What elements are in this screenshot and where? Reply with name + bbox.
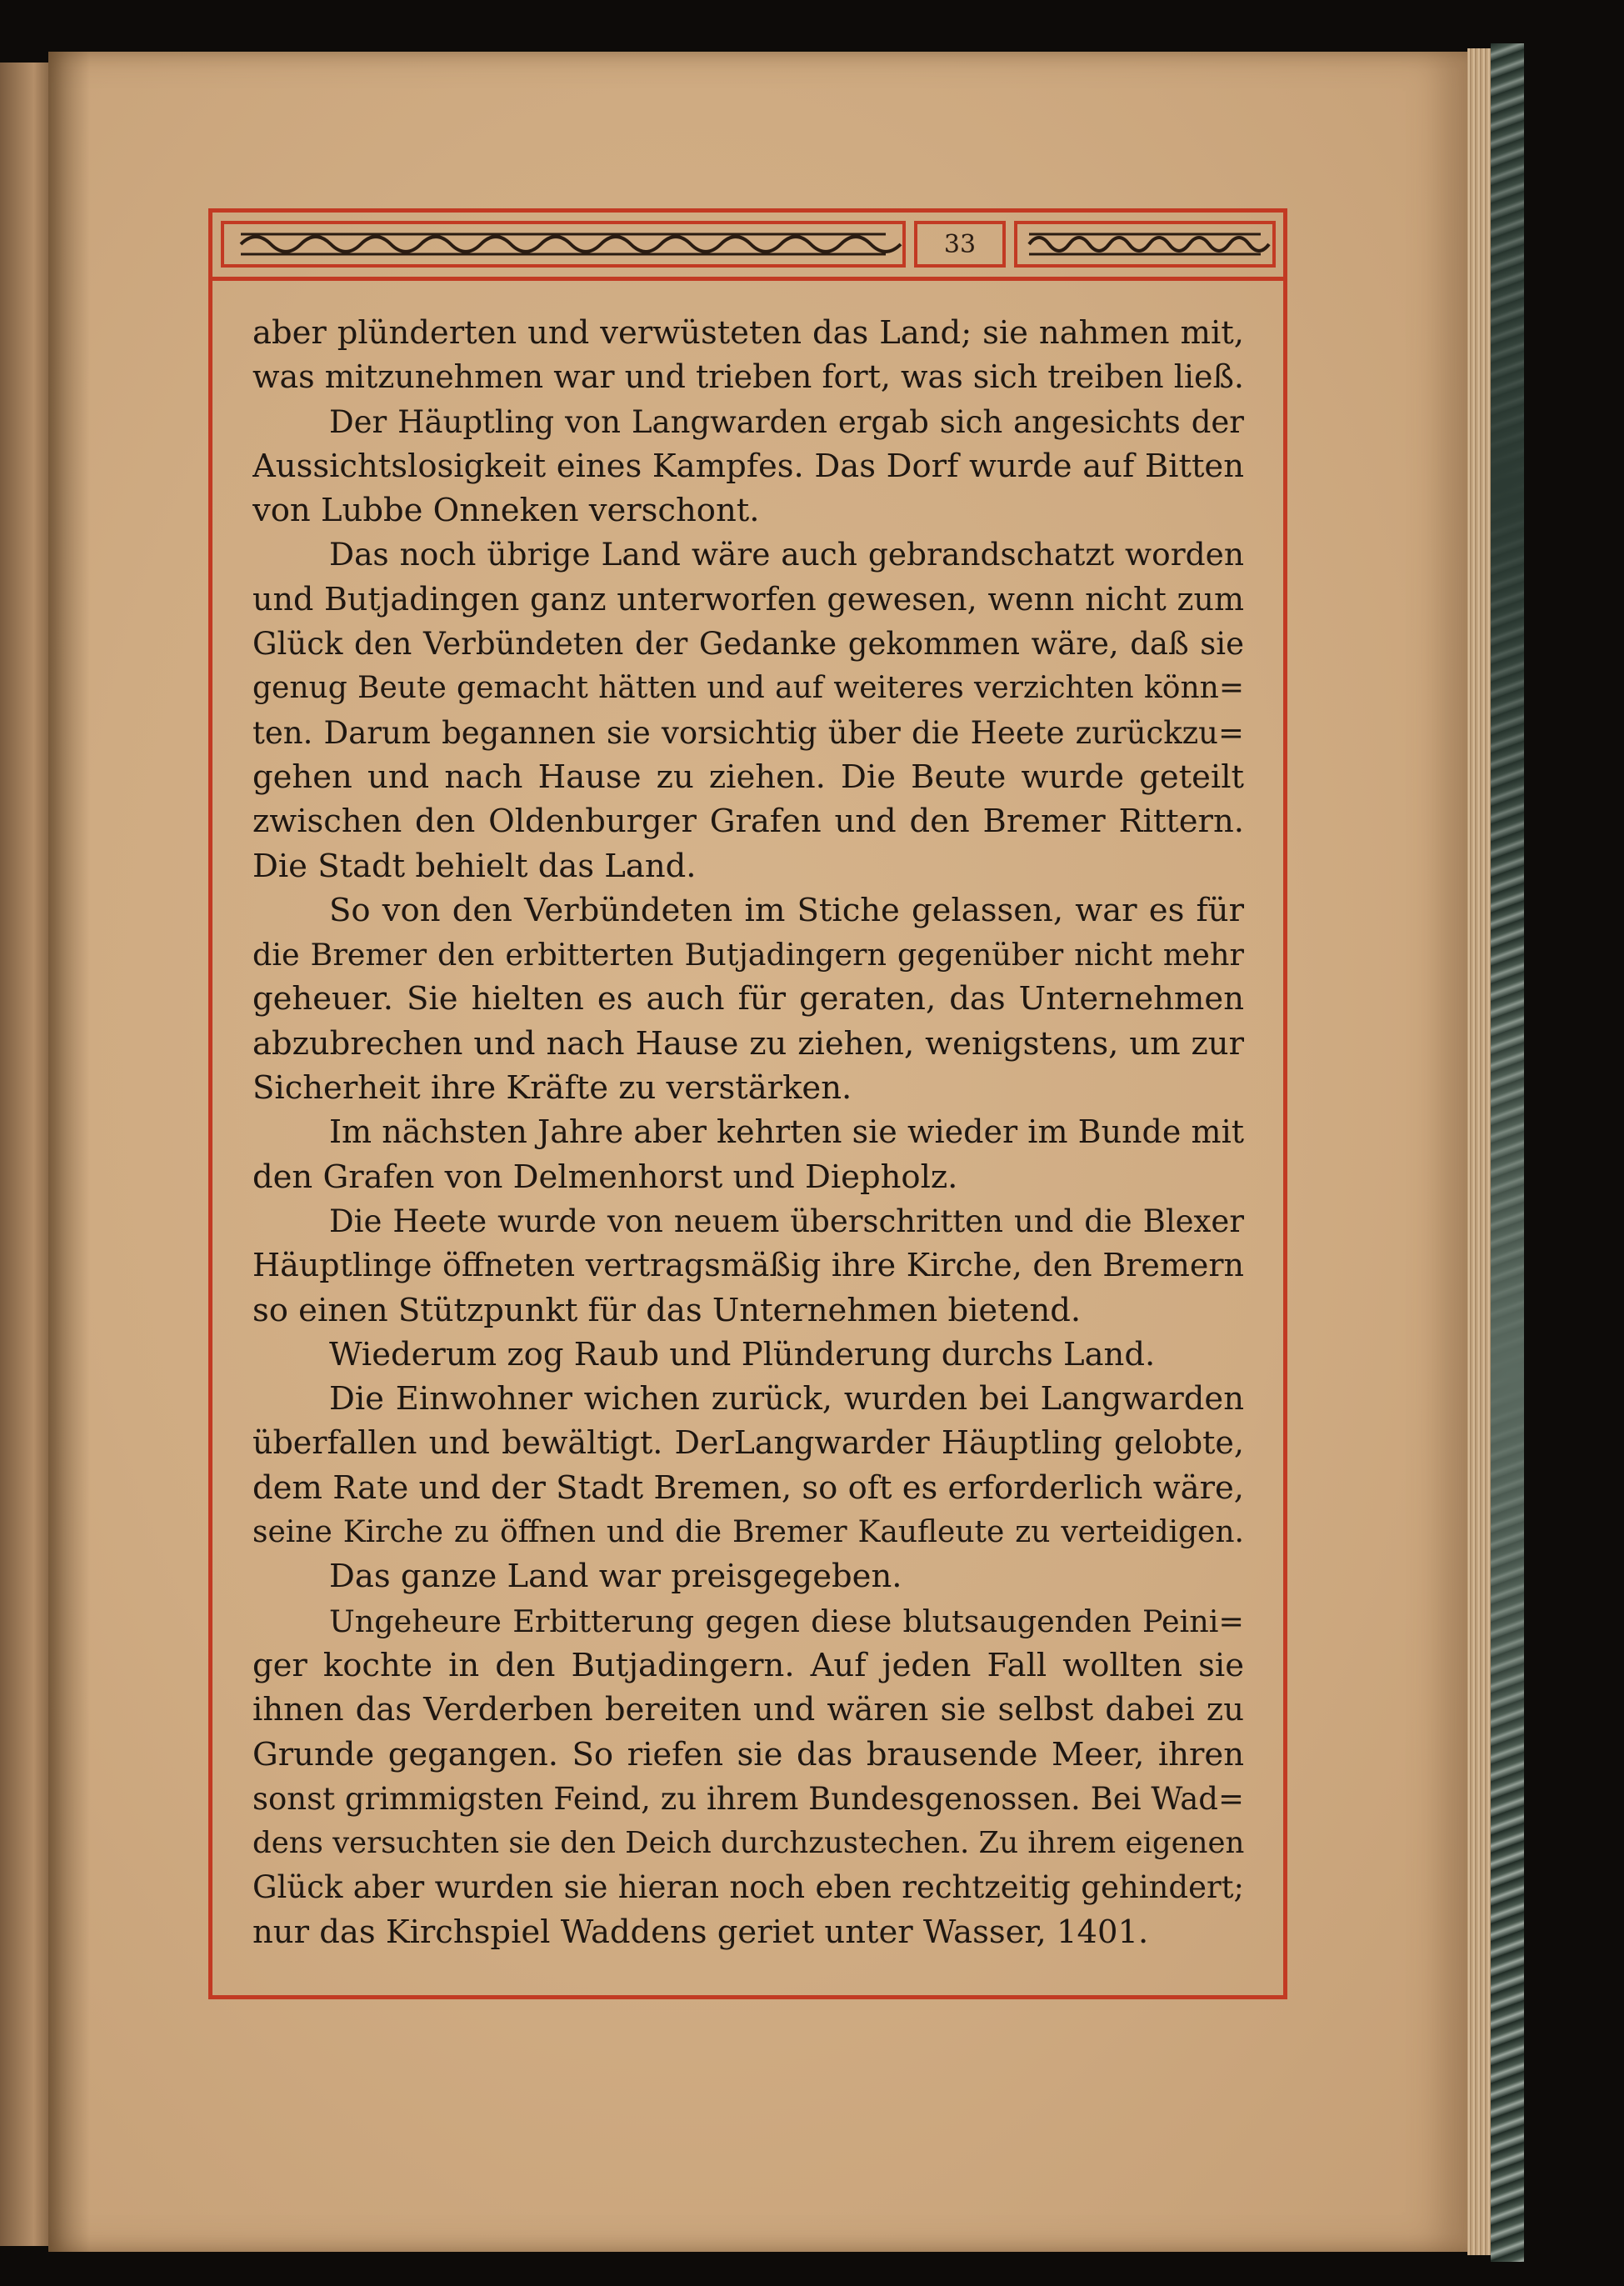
text-line: Sicherheit ihre Kräfte zu verstärken. bbox=[252, 1069, 852, 1108]
text-line: sonst grimmigsten Feind, zu ihrem Bundesgenossen. Bei Wad= bbox=[252, 1780, 1244, 1817]
text-line: Ungeheure Erbitterung gegen diese blutsaugenden Peini= bbox=[329, 1603, 1244, 1639]
text-line: Die Einwohner wichen zurück, wurden bei Langwarden bbox=[329, 1380, 1244, 1418]
left-page-edge bbox=[0, 63, 48, 2246]
scroll-ornament-icon bbox=[224, 224, 902, 264]
text-line: Wiederum zog Raub und Plünderung durchs Land. bbox=[329, 1335, 1156, 1373]
text-line: nur das Kirchspiel Waddens geriet unter Wasser, 1401. bbox=[252, 1913, 1149, 1951]
text-line: und Butjadingen ganz unterworfen gewesen, wenn nicht zum bbox=[252, 580, 1244, 618]
text-line: Glück aber wurden sie hieran noch eben rechtzeitig gehindert; bbox=[252, 1869, 1244, 1906]
page-number-box bbox=[914, 221, 1006, 268]
red-text-frame bbox=[208, 208, 1287, 1999]
text-line: dem Rate und der Stadt Bremen, so oft es erforderlich wäre, bbox=[252, 1468, 1244, 1507]
text-line: was mitzunehmen war und trieben fort, was sich treiben ließ. bbox=[252, 358, 1244, 396]
text-line: Der Häuptling von Langwarden ergab sich angesichts der bbox=[329, 403, 1244, 440]
text-line: Grunde gegangen. So riefen sie das brausende Meer, ihren bbox=[252, 1735, 1244, 1773]
text-line: Die Stadt behielt das Land. bbox=[252, 847, 697, 885]
text-line: Aussichtslosigkeit eines Kampfes. Das Dorf wurde auf Bitten bbox=[252, 447, 1244, 485]
text-line: seine Kirche zu öffnen und die Bremer Kaufleute zu verteidigen. bbox=[252, 1515, 1244, 1550]
text-line: abzubrechen und nach Hause zu ziehen, wenigstens, um zur bbox=[252, 1024, 1244, 1063]
page-number: 33 bbox=[943, 229, 977, 259]
gutter-shadow bbox=[48, 52, 90, 2252]
text-line: so einen Stützpunkt für das Unternehmen bietend. bbox=[252, 1291, 1082, 1329]
text-line: Häuptlinge öffneten vertragsmäßig ihre Kirche, den Bremern bbox=[252, 1247, 1244, 1284]
marbled-cover-edge bbox=[1491, 43, 1524, 2262]
text-line: überfallen und bewältigt. DerLangwarder Häuptling gelobte, bbox=[252, 1424, 1244, 1462]
text-line: So von den Verbündeten im Stiche gelassen, war es für bbox=[329, 891, 1244, 929]
text-line: zwischen den Oldenburger Grafen und den Bremer Rittern. bbox=[252, 803, 1244, 841]
text-line: aber plünderten und verwüsteten das Land; sie nahmen mit, bbox=[252, 314, 1244, 352]
text-line: den Grafen von Delmenhorst und Diepholz. bbox=[252, 1158, 958, 1196]
text-line: die Bremer den erbitterten Butjadingern gegenüber nicht mehr bbox=[252, 937, 1244, 973]
text-line: von Lubbe Onneken verschont. bbox=[252, 492, 760, 530]
page-body-text bbox=[252, 311, 1244, 1954]
text-line: Die Heete wurde von neuem überschritten und die Blexer bbox=[329, 1203, 1244, 1239]
text-line: Glück den Verbündeten der Gedanke gekommen wäre, daß sie bbox=[252, 626, 1244, 663]
scroll-ornament-icon bbox=[1017, 224, 1272, 264]
text-line: ger kochte in den Butjadingern. Auf jeden Fall wollten sie bbox=[252, 1646, 1244, 1684]
text-line: genug Beute gemacht hätten und auf weiteres verzichten könn= bbox=[252, 671, 1244, 706]
text-line: Im nächsten Jahre aber kehrten sie wieder im Bunde mit bbox=[329, 1113, 1244, 1151]
text-line: ten. Darum begannen sie vorsichtig über die Heete zurückzu= bbox=[252, 714, 1244, 751]
header-ornament-left bbox=[221, 221, 906, 268]
text-line: gehen und nach Hause zu ziehen. Die Beute wurde geteilt bbox=[252, 758, 1244, 796]
text-line: Das noch übrige Land wäre auch gebrandschatzt worden bbox=[329, 536, 1244, 573]
page-fore-edge bbox=[1467, 48, 1491, 2255]
header-ornament-right bbox=[1014, 221, 1276, 268]
page-header bbox=[212, 213, 1283, 281]
text-line: ihnen das Verderben bereiten und wären sie selbst dabei zu bbox=[252, 1691, 1244, 1729]
text-line: geheuer. Sie hielten es auch für geraten, das Unternehmen bbox=[252, 980, 1244, 1018]
text-line: Das ganze Land war preisgegeben. bbox=[329, 1558, 902, 1596]
text-line: dens versuchten sie den Deich durchzustechen. Zu ihrem eigenen bbox=[252, 1826, 1244, 1861]
